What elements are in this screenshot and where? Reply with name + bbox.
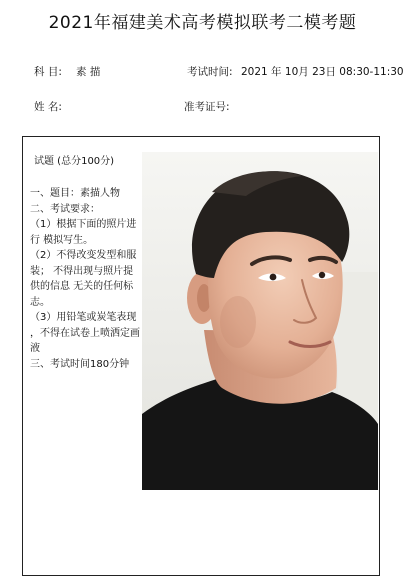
- subject-value: 素 描: [76, 66, 101, 78]
- page-title: 2021年福建美术高考模拟联考二模考题: [48, 13, 357, 33]
- requirement-item: （2）不得改变发型和服装； 不得出现与照片提供的信息 无关的任何标志。: [30, 250, 137, 308]
- requirement-item: 三、考试时间180分钟: [30, 358, 130, 370]
- portrait-image: [142, 152, 378, 490]
- requirement-item: （3）用铅笔或炭笔表现 ，不得在试卷上喷洒定画液: [30, 312, 140, 354]
- subject-label: 科 目:: [34, 66, 62, 78]
- exam-time-label: 考试时间:: [187, 66, 233, 78]
- reference-photo: [142, 152, 378, 490]
- requirement-item: （1）根据下面的照片进行 模拟写生。: [30, 219, 137, 246]
- requirement-item: 二、考试要求：: [30, 203, 100, 215]
- requirements: [30, 186, 142, 372]
- ticket-number-label: 准考证号:: [184, 101, 230, 113]
- requirement-item: 一、题目：素描人物: [30, 188, 120, 199]
- name-label: 姓 名:: [34, 101, 62, 113]
- exam-time-value: 2021 年 10月 23日 08:30-11:30: [241, 66, 404, 78]
- question-heading: 试题 (总分100分): [34, 156, 115, 167]
